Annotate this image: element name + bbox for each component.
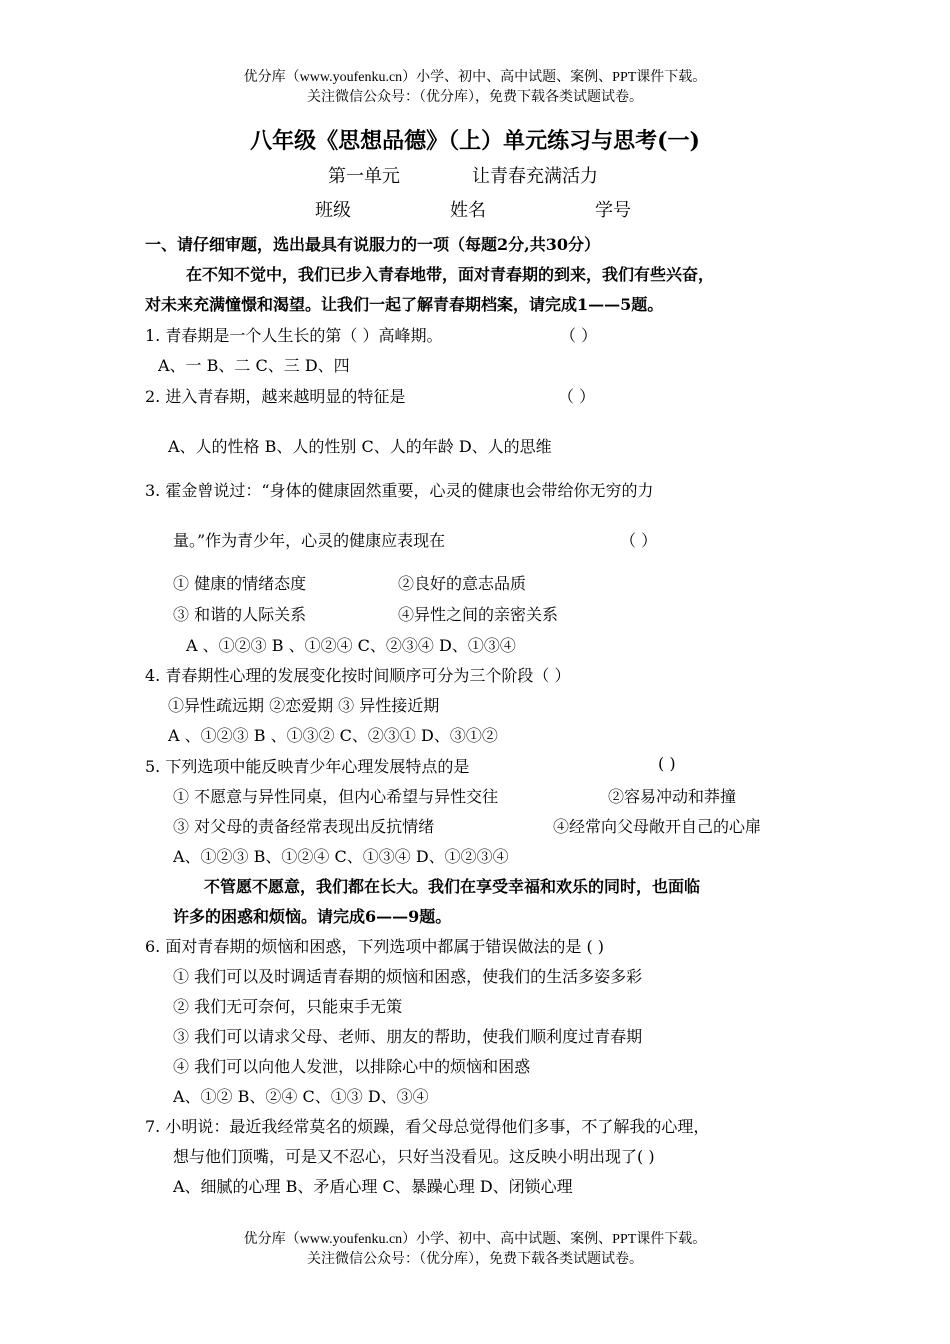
field-name: 姓名 — [450, 200, 486, 221]
question-5-item-2: ②容易冲动和莽撞 — [608, 787, 737, 806]
question-3-item-1: ① 健康的情绪态度 — [173, 574, 307, 593]
question-5-item-1: ① 不愿意与异性同桌，但内心希望与异性交往 — [173, 787, 499, 806]
question-7-options: A、细腻的心理 B、矛盾心理 C、暴躁心理 D、闭锁心理 — [173, 1177, 573, 1196]
question-6-stem: 6. 面对青春期的烦恼和困惑，下列选项中都属于错误做法的是 ( ) — [145, 937, 605, 956]
question-1-answer-blank: （ ） — [560, 326, 598, 345]
question-5-options: A、①②③ B、①②④ C、①③④ D、①②③④ — [173, 847, 509, 866]
section-heading: 一、请仔细审题，选出最具有说服力的一项（每题2分,共30分） — [145, 235, 600, 254]
header-line-2: 关注微信公众号：（优分库），免费下载各类试题试卷。 — [307, 90, 643, 105]
footer-line-1: 优分库（www.youfenku.cn）小学、初中、高中试题、案例、PPT课件下载。 — [243, 1232, 707, 1247]
question-4-items: ①异性疏远期 ②恋爱期 ③ 异性接近期 — [168, 696, 440, 715]
question-4-stem: 4. 青春期性心理的发展变化按时间顺序可分为三个阶段（ ） — [145, 666, 571, 685]
intro-2-line-a: 不管愿不愿意，我们都在长大。我们在享受幸福和欢乐的同时，也面临 — [204, 877, 701, 896]
question-2-answer-blank: （ ） — [558, 387, 596, 406]
question-5-stem: 5. 下列选项中能反映青少年心理发展特点的是 — [145, 757, 470, 776]
field-class: 班级 — [315, 200, 351, 221]
unit-name: 让青春充满活力 — [472, 166, 598, 187]
question-3-stem-a: 3. 霍金曾说过：“身体的健康固然重要，心灵的健康也会带给你无穷的力 — [145, 481, 654, 500]
question-2-options: A、人的性格 B、人的性别 C、人的年龄 D、人的思维 — [168, 437, 552, 456]
question-6-item-4: ④ 我们可以向他人发泄，以排除心中的烦恼和困惑 — [173, 1057, 531, 1076]
question-6-item-1: ① 我们可以及时调适青春期的烦恼和困惑，使我们的生活多姿多彩 — [173, 967, 643, 986]
page-title: 八年级《思想品德》（上）单元练习与思考(一) — [250, 128, 700, 154]
question-3-item-3: ③ 和谐的人际关系 — [173, 605, 307, 624]
footer-line-2: 关注微信公众号：（优分库），免费下载各类试题试卷。 — [307, 1252, 643, 1267]
intro-1-line-b: 对未来充满憧憬和渴望。让我们一起了解青春期档案，请完成1——5题。 — [145, 295, 664, 314]
question-5-item-4: ④经常向父母敞开自己的心扉 — [553, 817, 762, 836]
unit-label: 第一单元 — [328, 166, 400, 187]
question-7-stem-b: 想与他们顶嘴，可是又不忍心，只好当没看见。这反映小明出现了( ) — [173, 1147, 655, 1166]
question-5-item-3: ③ 对父母的责备经常表现出反抗情绪 — [173, 817, 435, 836]
question-3-stem-b: 量。”作为青少年，心灵的健康应表现在 — [173, 531, 446, 550]
header-line-1: 优分库（www.youfenku.cn）小学、初中、高中试题、案例、PPT课件下载。 — [243, 70, 707, 85]
question-6-item-2: ② 我们无可奈何，只能束手无策 — [173, 997, 403, 1016]
question-3-options: A 、①②③ B 、①②④ C、②③④ D、①③④ — [186, 636, 516, 655]
intro-2-line-b: 许多的困惑和烦恼。请完成6——9题。 — [173, 907, 452, 926]
question-6-item-3: ③ 我们可以请求父母、老师、朋友的帮助，使我们顺利度过青春期 — [173, 1027, 643, 1046]
question-4-options: A 、①②③ B 、①③② C、②③① D、③①② — [168, 726, 498, 745]
question-3-item-2: ②良好的意志品质 — [398, 574, 527, 593]
question-3-answer-blank: （ ） — [620, 531, 658, 550]
field-number: 学号 — [595, 200, 631, 221]
question-7-stem-a: 7. 小明说：最近我经常莫名的烦躁，看父母总觉得他们多事，不了解我的心理， — [145, 1117, 710, 1136]
question-1-options: A、一 B、二 C、三 D、四 — [158, 356, 350, 375]
intro-1-line-a: 在不知不觉中，我们已步入青春地带，面对青春期的到来，我们有些兴奋， — [186, 265, 715, 284]
question-3-item-4: ④异性之间的亲密关系 — [398, 605, 559, 624]
question-1-stem: 1. 青春期是一个人生长的第（ ）高峰期。 — [145, 326, 443, 345]
question-2-stem: 2. 进入青春期，越来越明显的特征是 — [145, 387, 406, 406]
question-5-answer-blank: ( ) — [658, 754, 676, 773]
question-6-options: A、①② B、②④ C、①③ D、③④ — [173, 1087, 429, 1106]
